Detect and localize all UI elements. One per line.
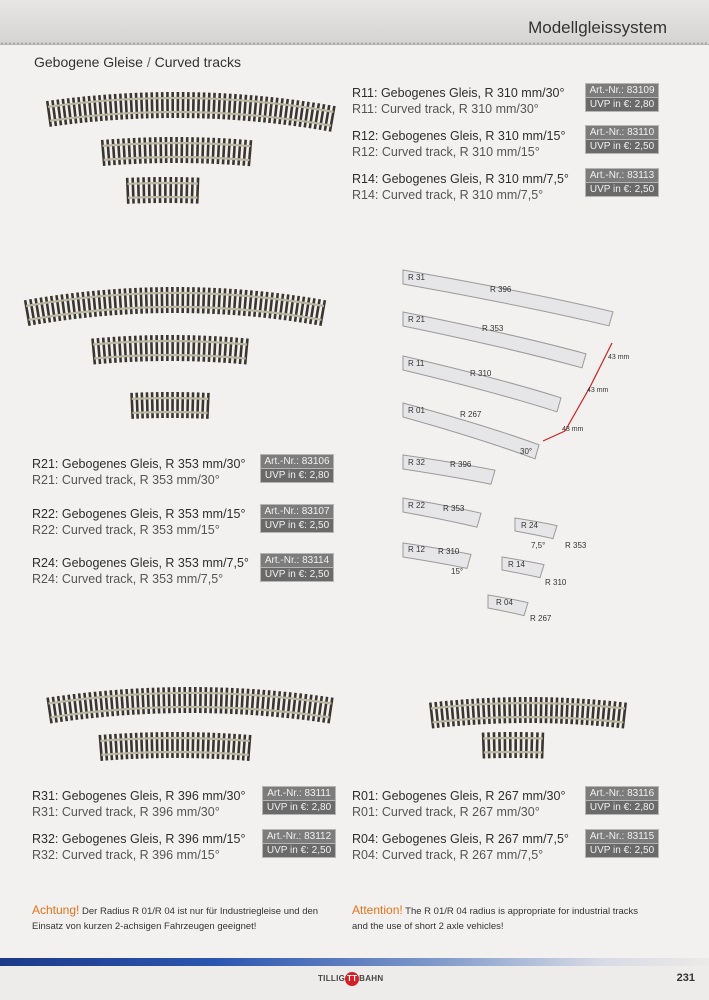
warning-en-text: The R 01/R 04 radius is appropriate for industrial tracks and the use of short 2 axle vehicles! [352,906,639,932]
price: UVP in €: 2,80 [260,469,334,483]
product-title-en: R01: Curved track, R 267 mm/30° [352,805,540,819]
gap-arrow [590,343,612,387]
diagram-radius-label: R 396 [490,285,512,294]
product-r11 [352,85,565,117]
gap-label: 43 mm [587,387,609,394]
diagram-code-label: R 12 [408,545,425,554]
product-title-de: R12: Gebogenes Gleis, R 310 mm/15° [352,129,566,143]
track-r12-illustration [102,137,251,166]
product-title-en: R24: Curved track, R 353 mm/7,5° [32,572,224,586]
track-r32-illustration [100,732,250,761]
product-title-de: R22: Gebogenes Gleis, R 353 mm/15° [32,507,246,521]
price: UVP in €: 2,50 [585,844,659,858]
diagram-code-label: R 21 [408,315,425,324]
logo-text-left: TILLIG [318,974,346,984]
product-r22 [32,506,245,538]
product-r32 [32,831,245,863]
diagram-r11 [403,356,561,412]
article-number: Art.-Nr.: 83113 [585,168,659,183]
angle-label: 30° [520,447,533,456]
product-r12 [352,128,565,160]
product-title-de: R11: Gebogenes Gleis, R 310 mm/30° [352,86,565,100]
diagram-code-label: R 31 [408,273,425,282]
product-r04 [352,831,569,863]
diagram-code-label: R 04 [496,598,513,607]
warning-en-alert: Attention! [352,903,403,917]
warning-de-text: Der Radius R 01/R 04 ist nur für Industriegleise und den Einsatz von kurzen 2-achsigen Fahrzeugen geeignet! [32,906,319,932]
diagram-code-label: R 32 [408,458,425,467]
diagram-radius-label: R 310 [438,547,460,556]
product-r12-box [585,125,659,154]
product-r11-box [585,83,659,112]
product-title-en: R11: Curved track, R 310 mm/30° [352,102,539,116]
warning-en [352,903,652,934]
product-r24-box [260,553,334,582]
warning-de-alert: Achtung! [32,903,80,917]
product-title-en: R22: Curved track, R 353 mm/15° [32,523,220,537]
diagram-radius-label: R 353 [482,324,504,333]
product-r24 [32,555,249,587]
article-number: Art.-Nr.: 83109 [585,83,659,98]
track-r01-illustration [430,697,625,728]
article-number: Art.-Nr.: 83115 [585,829,659,844]
track-r22-illustration [93,335,248,364]
diagram-radius-label: R 396 [450,460,472,469]
product-title-de: R21: Gebogenes Gleis, R 353 mm/30° [32,457,246,471]
price: UVP in €: 2,50 [585,183,659,197]
diagram-radius-label: R 310 [545,578,567,587]
track-r11-illustration [47,92,334,132]
product-r01 [352,788,565,820]
product-r14 [352,171,569,203]
product-r01-box [585,786,659,815]
price: UVP in €: 2,50 [585,140,659,154]
product-title-de: R32: Gebogenes Gleis, R 396 mm/15° [32,832,246,846]
diagram-radius-label: R 310 [470,369,492,378]
product-title-en: R31: Curved track, R 396 mm/30° [32,805,220,819]
logo-mark-icon: TT [345,972,359,986]
logo-text-right: BAHN [359,974,384,984]
price: UVP in €: 2,80 [585,801,659,815]
tillig-logo [318,972,383,986]
gap-label: 43 mm [608,354,630,361]
diagram-radius-label: R 267 [460,410,482,419]
product-title-de: R14: Gebogenes Gleis, R 310 mm/7,5° [352,172,569,186]
warning-de [32,903,332,934]
diagram-code-label: R 22 [408,501,425,510]
product-r14-box [585,168,659,197]
product-title-en: R04: Curved track, R 267 mm/7,5° [352,848,544,862]
price: UVP in €: 2,80 [262,801,336,815]
track-r24-illustration [132,392,209,419]
track-r21-illustration [25,287,325,326]
gap-label: 43 mm [562,426,584,433]
price: UVP in €: 2,50 [260,519,334,533]
product-title-de: R31: Gebogenes Gleis, R 396 mm/30° [32,789,246,803]
price: UVP in €: 2,50 [260,568,334,582]
section-title-en: Curved tracks [154,54,241,70]
article-number: Art.-Nr.: 83112 [262,829,336,844]
product-title-en: R32: Curved track, R 396 mm/15° [32,848,220,862]
diagram-code-label: R 01 [408,406,425,415]
track-r31-illustration [48,687,333,723]
product-title-de: R04: Gebogenes Gleis, R 267 mm/7,5° [352,832,569,846]
diagram-radius-label: R 267 [530,614,552,623]
article-number: Art.-Nr.: 83111 [262,786,336,801]
article-number: Art.-Nr.: 83107 [260,504,334,519]
product-title-en: R14: Curved track, R 310 mm/7,5° [352,188,544,202]
product-title-de: R24: Gebogenes Gleis, R 353 mm/7,5° [32,556,249,570]
product-title-en: R12: Curved track, R 310 mm/15° [352,145,540,159]
page-header-title: Modellgleissystem [528,18,667,37]
article-number: Art.-Nr.: 83106 [260,454,334,469]
diagram-r21 [403,312,586,368]
product-r32-box [262,829,336,858]
price: UVP in €: 2,50 [262,844,336,858]
diagram-r31 [403,270,613,326]
diagram-radius-label: R 353 [443,504,465,513]
product-r04-box [585,829,659,858]
angle-label: 7,5° [531,541,546,550]
page-number: 231 [676,972,695,984]
angle-label: 15° [451,567,464,576]
product-title-en: R21: Curved track, R 353 mm/30° [32,473,220,487]
product-r21 [32,456,245,488]
product-r31-box [262,786,336,815]
product-r22-box [260,504,334,533]
product-title-de: R01: Gebogenes Gleis, R 267 mm/30° [352,789,566,803]
track-r04-illustration [483,732,543,759]
track-r14-illustration [127,177,198,204]
article-number: Art.-Nr.: 83114 [260,553,334,568]
diagram-radius-label: R 353 [565,541,587,550]
article-number: Art.-Nr.: 83110 [585,125,659,140]
diagram-code-label: R 24 [521,521,538,530]
diagram-code-label: R 14 [508,560,525,569]
radius-diagram [400,265,700,625]
price: UVP in €: 2,80 [585,98,659,112]
product-r31 [32,788,245,820]
section-title-de: Gebogene Gleise [34,54,143,70]
product-r21-box [260,454,334,483]
article-number: Art.-Nr.: 83116 [585,786,659,801]
section-title-slash: / [146,54,151,70]
diagram-code-label: R 11 [408,359,425,368]
